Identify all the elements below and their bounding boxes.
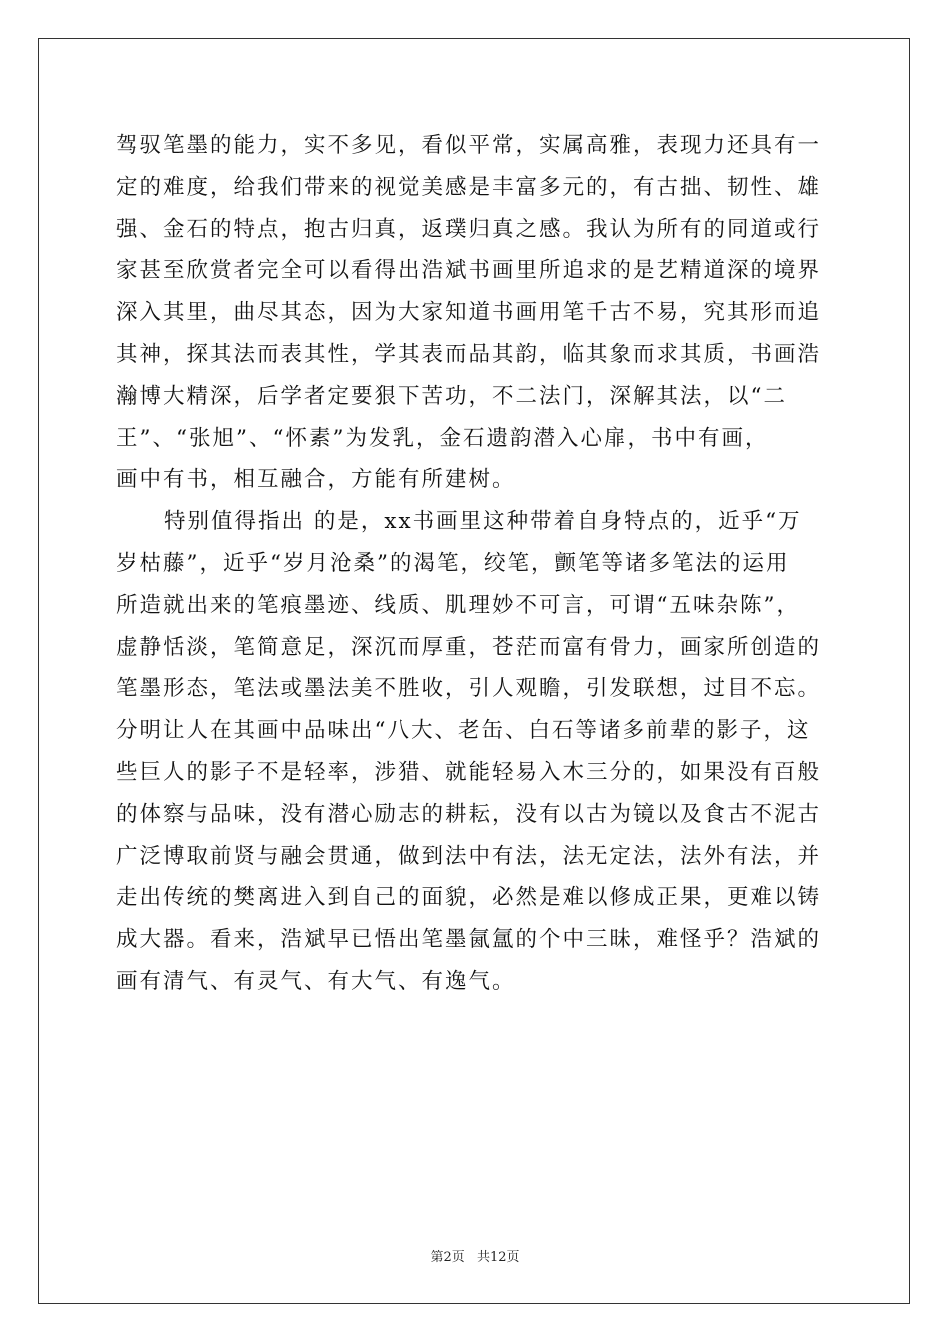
text-line: 瀚博大精深，后学者定要狠下苦功，不二法门，深解其法，以“二 — [116, 383, 787, 409]
text-line: 定的难度，给我们带来的视觉美感是丰富多元的，有古拙、韧性、雄 — [116, 174, 822, 200]
text-line: 岁枯藤”，近乎“岁月沧桑”的渴笔，绞笔，颤笔等诸多笔法的运用 — [116, 550, 790, 576]
text-line: 强、金石的特点，抱古归真，返璞归真之感。我认为所有的同道或行 — [116, 216, 822, 242]
text-line: 成大器。看来，浩斌早已悟出笔墨氤氲的个中三昧，难怪乎？浩斌的 — [116, 927, 822, 953]
text-line: 深入其里，曲尽其态，因为大家知道书画用笔千古不易，究其形而追 — [116, 300, 822, 326]
page-number: 第2页 — [430, 1250, 465, 1265]
text-line: 虚静恬淡，笔简意足，深沉而厚重，苍茫而富有骨力，画家所创造的 — [116, 634, 822, 660]
text-line: 的体察与品味，没有潜心励志的耕耘，没有以古为镜以及食古不泥古 — [116, 801, 822, 827]
document-body — [116, 125, 836, 1003]
text-line: 笔墨形态，笔法或墨法美不胜收，引人观瞻，引发联想，过目不忘。 — [116, 676, 822, 702]
page-total: 共12页 — [476, 1250, 520, 1265]
text-line: 画有清气、有灵气、有大气、有逸气。 — [116, 968, 516, 994]
page-footer — [0, 1246, 950, 1265]
text-line: 画中有书，相互融合，方能有所建树。 — [116, 467, 516, 493]
text-line: 家甚至欣赏者完全可以看得出浩斌书画里所追求的是艺精道深的境界 — [116, 258, 822, 284]
text-line: 走出传统的樊离进入到自己的面貌，必然是难以修成正果，更难以铸 — [116, 885, 822, 911]
text-line: 广泛博取前贤与融会贯通，做到法中有法，法无定法，法外有法，并 — [116, 843, 822, 869]
text-line-paragraph-start: 特别值得指出 的是，xx书画里这种带着自身特点的，近乎“万 — [164, 509, 802, 535]
text-line: 些巨人的影子不是轻率，涉猎、就能轻易入木三分的，如果没有百般 — [116, 759, 822, 785]
text-line: 驾驭笔墨的能力，实不多见，看似平常，实属高雅，表现力还具有一 — [116, 133, 822, 158]
text-line: 王”、“张旭”、“怀素”为发乳，金石遗韵潜入心扉，书中有画， — [116, 425, 769, 451]
text-line: 其神，探其法而表其性，学其表而品其韵，临其象而求其质，书画浩 — [116, 341, 822, 367]
text-line: 分明让人在其画中品味出“八大、老缶、白石等诸多前辈的影子，这 — [116, 718, 811, 744]
text-line: 所造就出来的笔痕墨迹、线质、肌理妙不可言，可谓“五味杂陈”， — [116, 592, 800, 618]
